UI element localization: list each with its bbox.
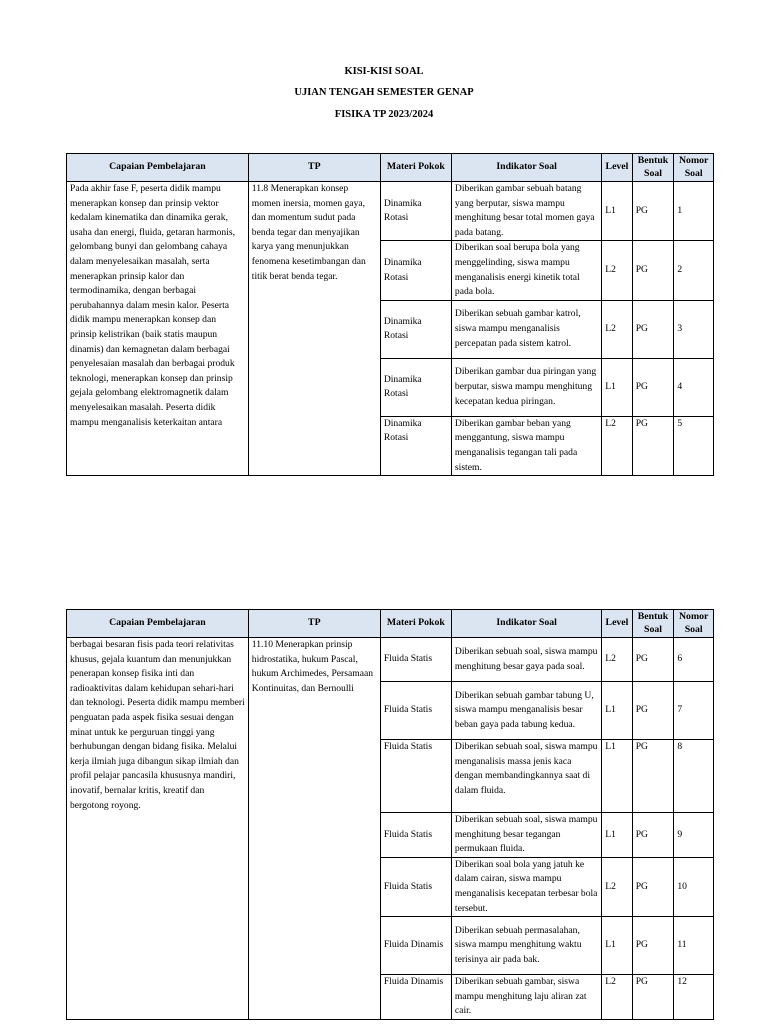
capaian-cell: Pada akhir fase F, peserta didik mampu menerapkan konsep dan prinsip vektor kedalam kinematika dan dinamika gerak, usaha dan energi, fluida, getaran harmonis, gelombang bunyi dan gelombang cahaya dalam menyelesaikan masalah, serta menerapkan prinsip kalor dan termodinamika, dengan berbagai perubahannya dalam mesin kalor. Peserta didik mampu menerapkan konsep dan prinsip kelistrikan (baik statis maupun dinamis) dan kemagnetan dalam berbagai penyelesaian masalah dan berbagai produk teknologi, menerapkan konsep dan prinsip gejala gelombang elektromagnetik dalam menyelesaikan masalah. Peserta didik mampu menganalisis keterkaitan antara — [67, 182, 249, 476]
header-tp: TP — [248, 154, 380, 182]
indikator-cell: Diberikan sebuah gambar tabung U, siswa mampu menganalisis besar beban gaya pada tabung kedua. — [451, 682, 601, 740]
table-row — [67, 182, 714, 241]
materi-cell: Fluida Statis — [380, 638, 451, 682]
level-cell: L1 — [602, 682, 632, 740]
indikator-cell: Diberikan sebuah soal, siswa mampu menghitung besar tegangan permukaan fluida. — [451, 813, 601, 858]
indikator-cell: Diberikan gambar dua piringan yang berputar, siswa mampu menghitung kecepatan kedua piringan. — [451, 358, 601, 416]
nomor-cell: 3 — [674, 300, 714, 358]
bentuk-cell: PG — [632, 975, 674, 1020]
nomor-cell: 5 — [674, 416, 714, 475]
nomor-cell: 4 — [674, 358, 714, 416]
materi-cell: Dinamika Rotasi — [380, 416, 451, 475]
tp-cell: 11.8 Menerapkan konsep momen inersia, momen gaya, dan momentum sudut pada benda tegar dan menyajikan karya yang menunjukkan fenomena kesetimbangan dan titik berat benda tegar. — [248, 182, 380, 476]
materi-cell: Fluida Dinamis — [380, 917, 451, 975]
materi-cell: Fluida Dinamis — [380, 975, 451, 1020]
header-tp: TP — [248, 610, 380, 638]
nomor-cell: 8 — [674, 740, 714, 813]
materi-cell: Dinamika Rotasi — [380, 358, 451, 416]
nomor-cell: 9 — [674, 813, 714, 858]
header-materi: Materi Pokok — [380, 154, 451, 182]
indikator-cell: Diberikan sebuah permasalahan, siswa mampu menghitung waktu terisinya air pada bak. — [451, 917, 601, 975]
level-cell: L1 — [602, 740, 632, 813]
document-title: KISI-KISI SOAL — [344, 66, 424, 77]
level-cell: L1 — [602, 358, 632, 416]
tp-cell: 11.10 Menerapkan prinsip hidrostatika, hukum Pascal, hukum Archimedes, Persamaan Kontinuitas, dan Bernoulli — [248, 638, 380, 1020]
kisi-table-2 — [66, 609, 714, 1020]
materi-cell: Fluida Statis — [380, 682, 451, 740]
nomor-cell: 1 — [674, 182, 714, 241]
indikator-cell: Diberikan sebuah soal, siswa mampu menganalisis massa jenis kaca dengan membandingkannya saat di dalam fluida. — [451, 740, 601, 813]
level-cell: L2 — [602, 416, 632, 475]
materi-cell: Dinamika Rotasi — [380, 182, 451, 241]
header-bentuk: Bentuk Soal — [632, 610, 674, 638]
indikator-cell: Diberikan soal berupa bola yang menggelinding, siswa mampu menganalisis energi kinetik total pada bola. — [451, 241, 601, 300]
bentuk-cell: PG — [632, 182, 674, 241]
level-cell: L2 — [602, 975, 632, 1020]
level-cell: L2 — [602, 300, 632, 358]
bentuk-cell: PG — [632, 241, 674, 300]
capaian-cell: berbagai besaran fisis pada teori relativitas khusus, gejala kuantum dan menunjukkan penerapan konsep fisika inti dan radioaktivitas dalam kehidupan sehari-hari dan teknologi. Peserta didik mampu memberi penguatan pada aspek fisika sesuai dengan minat untuk ke perguruan tinggi yang berhubungan dengan bidang fisika. Melalui kerja ilmiah juga dibangun sikap ilmiah dan profil pelajar pancasila khususnya mandiri, inovatif, bernalar kritis, kreatif dan bergotong royong. — [67, 638, 249, 1020]
materi-cell: Fluida Statis — [380, 740, 451, 813]
header-capaian: Capaian Pembelajaran — [67, 610, 249, 638]
indikator-cell: Diberikan sebuah gambar, siswa mampu menghitung laju aliran zat cair. — [451, 975, 601, 1020]
materi-cell: Dinamika Rotasi — [380, 300, 451, 358]
level-cell: L2 — [602, 241, 632, 300]
bentuk-cell: PG — [632, 813, 674, 858]
level-cell: L2 — [602, 638, 632, 682]
indikator-cell: Diberikan gambar beban yang menggantung, siswa mampu menganalisis tegangan tali pada sistem. — [451, 416, 601, 475]
header-materi: Materi Pokok — [380, 610, 451, 638]
bentuk-cell: PG — [632, 638, 674, 682]
level-cell: L1 — [602, 917, 632, 975]
nomor-cell: 2 — [674, 241, 714, 300]
nomor-cell: 7 — [674, 682, 714, 740]
kisi-table-1 — [66, 153, 714, 476]
level-cell: L2 — [602, 857, 632, 916]
bentuk-cell: PG — [632, 300, 674, 358]
indikator-cell: Diberikan sebuah gambar katrol, siswa mampu menganalisis percepatan pada sistem katrol. — [451, 300, 601, 358]
subject-year: FISIKA TP 2023/2024 — [334, 109, 434, 120]
level-cell: L1 — [602, 813, 632, 858]
header-capaian: Capaian Pembelajaran — [67, 154, 249, 182]
indikator-cell: Diberikan soal bola yang jatuh ke dalam cairan, siswa mampu menganalisis kecepatan terbesar bola tersebut. — [451, 857, 601, 916]
materi-cell: Fluida Statis — [380, 857, 451, 916]
level-cell: L1 — [602, 182, 632, 241]
exam-name: UJIAN TENGAH SEMESTER GENAP — [294, 87, 474, 98]
bentuk-cell: PG — [632, 416, 674, 475]
bentuk-cell: PG — [632, 682, 674, 740]
header-indikator: Indikator Soal — [451, 154, 601, 182]
nomor-cell: 6 — [674, 638, 714, 682]
header-indikator: Indikator Soal — [451, 610, 601, 638]
nomor-cell: 12 — [674, 975, 714, 1020]
bentuk-cell: PG — [632, 917, 674, 975]
bentuk-cell: PG — [632, 358, 674, 416]
nomor-cell: 11 — [674, 917, 714, 975]
bentuk-cell: PG — [632, 740, 674, 813]
header-level: Level — [602, 154, 632, 182]
header-nomor: Nomor Soal — [674, 610, 714, 638]
table-header-row — [67, 610, 714, 638]
header-nomor: Nomor Soal — [674, 154, 714, 182]
table-row — [67, 638, 714, 682]
indikator-cell: Diberikan sebuah soal, siswa mampu menghitung besar gaya pada soal. — [451, 638, 601, 682]
header-level: Level — [602, 610, 632, 638]
header-bentuk: Bentuk Soal — [632, 154, 674, 182]
nomor-cell: 10 — [674, 857, 714, 916]
indikator-cell: Diberikan gambar sebuah batang yang berputar, siswa mampu menghitung besar total momen gaya pada batang. — [451, 182, 601, 241]
table-header-row — [67, 154, 714, 182]
bentuk-cell: PG — [632, 857, 674, 916]
materi-cell: Fluida Statis — [380, 813, 451, 858]
materi-cell: Dinamika Rotasi — [380, 241, 451, 300]
